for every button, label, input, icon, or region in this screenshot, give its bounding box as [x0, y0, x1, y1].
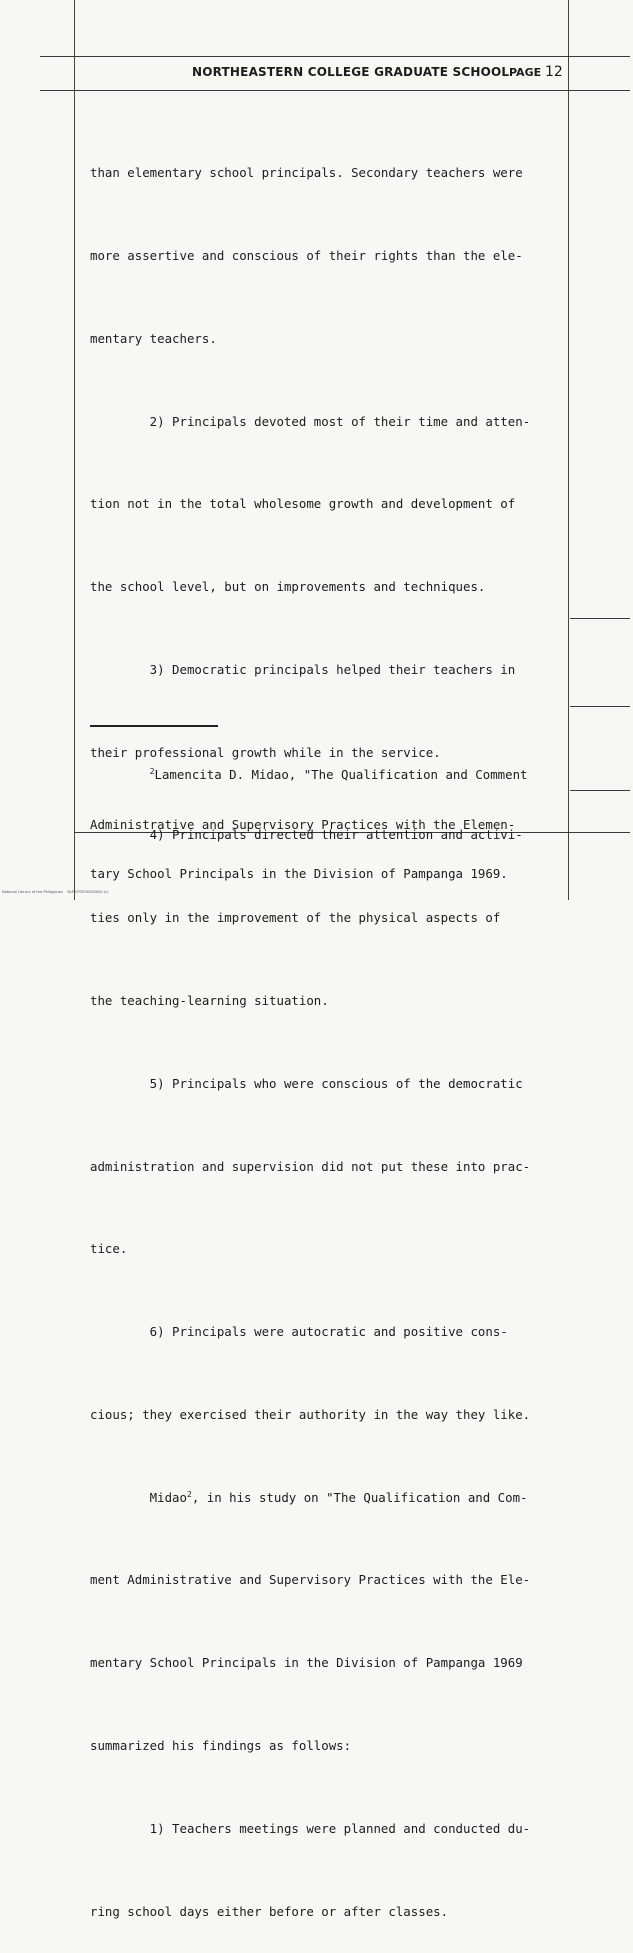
- archive-imprint: National Library of the Philippines NLP00TESIS000000 (c): [2, 890, 109, 894]
- midao-text-rest: , in his study on "The Qualification and Com-: [191, 1489, 528, 1505]
- footnote-line: Administrative and Supervisory Practices with the Elemen-: [90, 816, 516, 832]
- text-line: mentary teachers.: [90, 330, 217, 346]
- text-line: 4) Principals directed their attention and activi-: [90, 827, 523, 843]
- header-bottom-rule: [40, 90, 630, 91]
- footnote-marker: 2: [149, 767, 155, 776]
- text-line: 2) Principals devoted most of their time and atten-: [90, 413, 531, 429]
- text-line: than elementary school principals. Secondary teachers were: [90, 165, 523, 181]
- page-number-label: [509, 64, 563, 80]
- text-line: more assertive and conscious of their rights than the ele-: [90, 247, 523, 263]
- text-line: administration and supervision did not put these into prac-: [90, 1158, 531, 1174]
- text-line: ring school days either before or after classes.: [90, 1903, 449, 1919]
- footnote-line: [90, 767, 580, 784]
- text-line: 1) Teachers meetings were planned and conducted du-: [90, 1820, 531, 1836]
- text-line: mentary School Principals in the Division of Pampanga 1969: [90, 1655, 523, 1671]
- left-margin-line: [74, 0, 75, 900]
- header-top-rule: [40, 56, 630, 57]
- page-number: 12: [544, 64, 563, 80]
- body-text: [90, 104, 580, 1953]
- text-line: ties only in the improvement of the physical aspects of: [90, 910, 501, 926]
- text-line: 6) Principals were autocratic and positive cons-: [90, 1324, 508, 1340]
- text-line: ment Administrative and Supervisory Practices with the Ele-: [90, 1572, 531, 1588]
- text-line: tion not in the total wholesome growth and development of: [90, 496, 516, 512]
- header-title: NORTHEASTERN COLLEGE GRADUATE SCHOOL: [192, 65, 510, 79]
- text-line: 5) Principals who were conscious of the democratic: [90, 1075, 523, 1091]
- text-line: the school level, but on improvements and techniques.: [90, 579, 486, 595]
- footnote: [90, 734, 580, 899]
- text-line: tice.: [90, 1241, 128, 1257]
- text-line: the teaching-learning situation.: [90, 993, 329, 1008]
- text-line: summarized his findings as follows:: [90, 1738, 352, 1754]
- footnote-ref: 2: [186, 1489, 192, 1499]
- page-header: [74, 60, 569, 90]
- text-line: cious; they exercised their authority in the way they like.: [90, 1406, 531, 1422]
- midao-text: Midao: [90, 1489, 187, 1505]
- text-line: their professional growth while in the service.: [90, 744, 441, 760]
- footnote-text: Lamencita D. Midao, "The Qualification and Comment: [154, 767, 528, 782]
- text-line: 3) Democratic principals helped their teachers in: [90, 661, 516, 677]
- footnote-line: tary School Principals in the Division of Pampanga 1969.: [90, 866, 508, 881]
- footnote-separator: [90, 725, 218, 727]
- text-line-citation: [90, 1484, 580, 1512]
- page-label: PAGE: [509, 66, 542, 79]
- footnote-indent: [90, 767, 150, 782]
